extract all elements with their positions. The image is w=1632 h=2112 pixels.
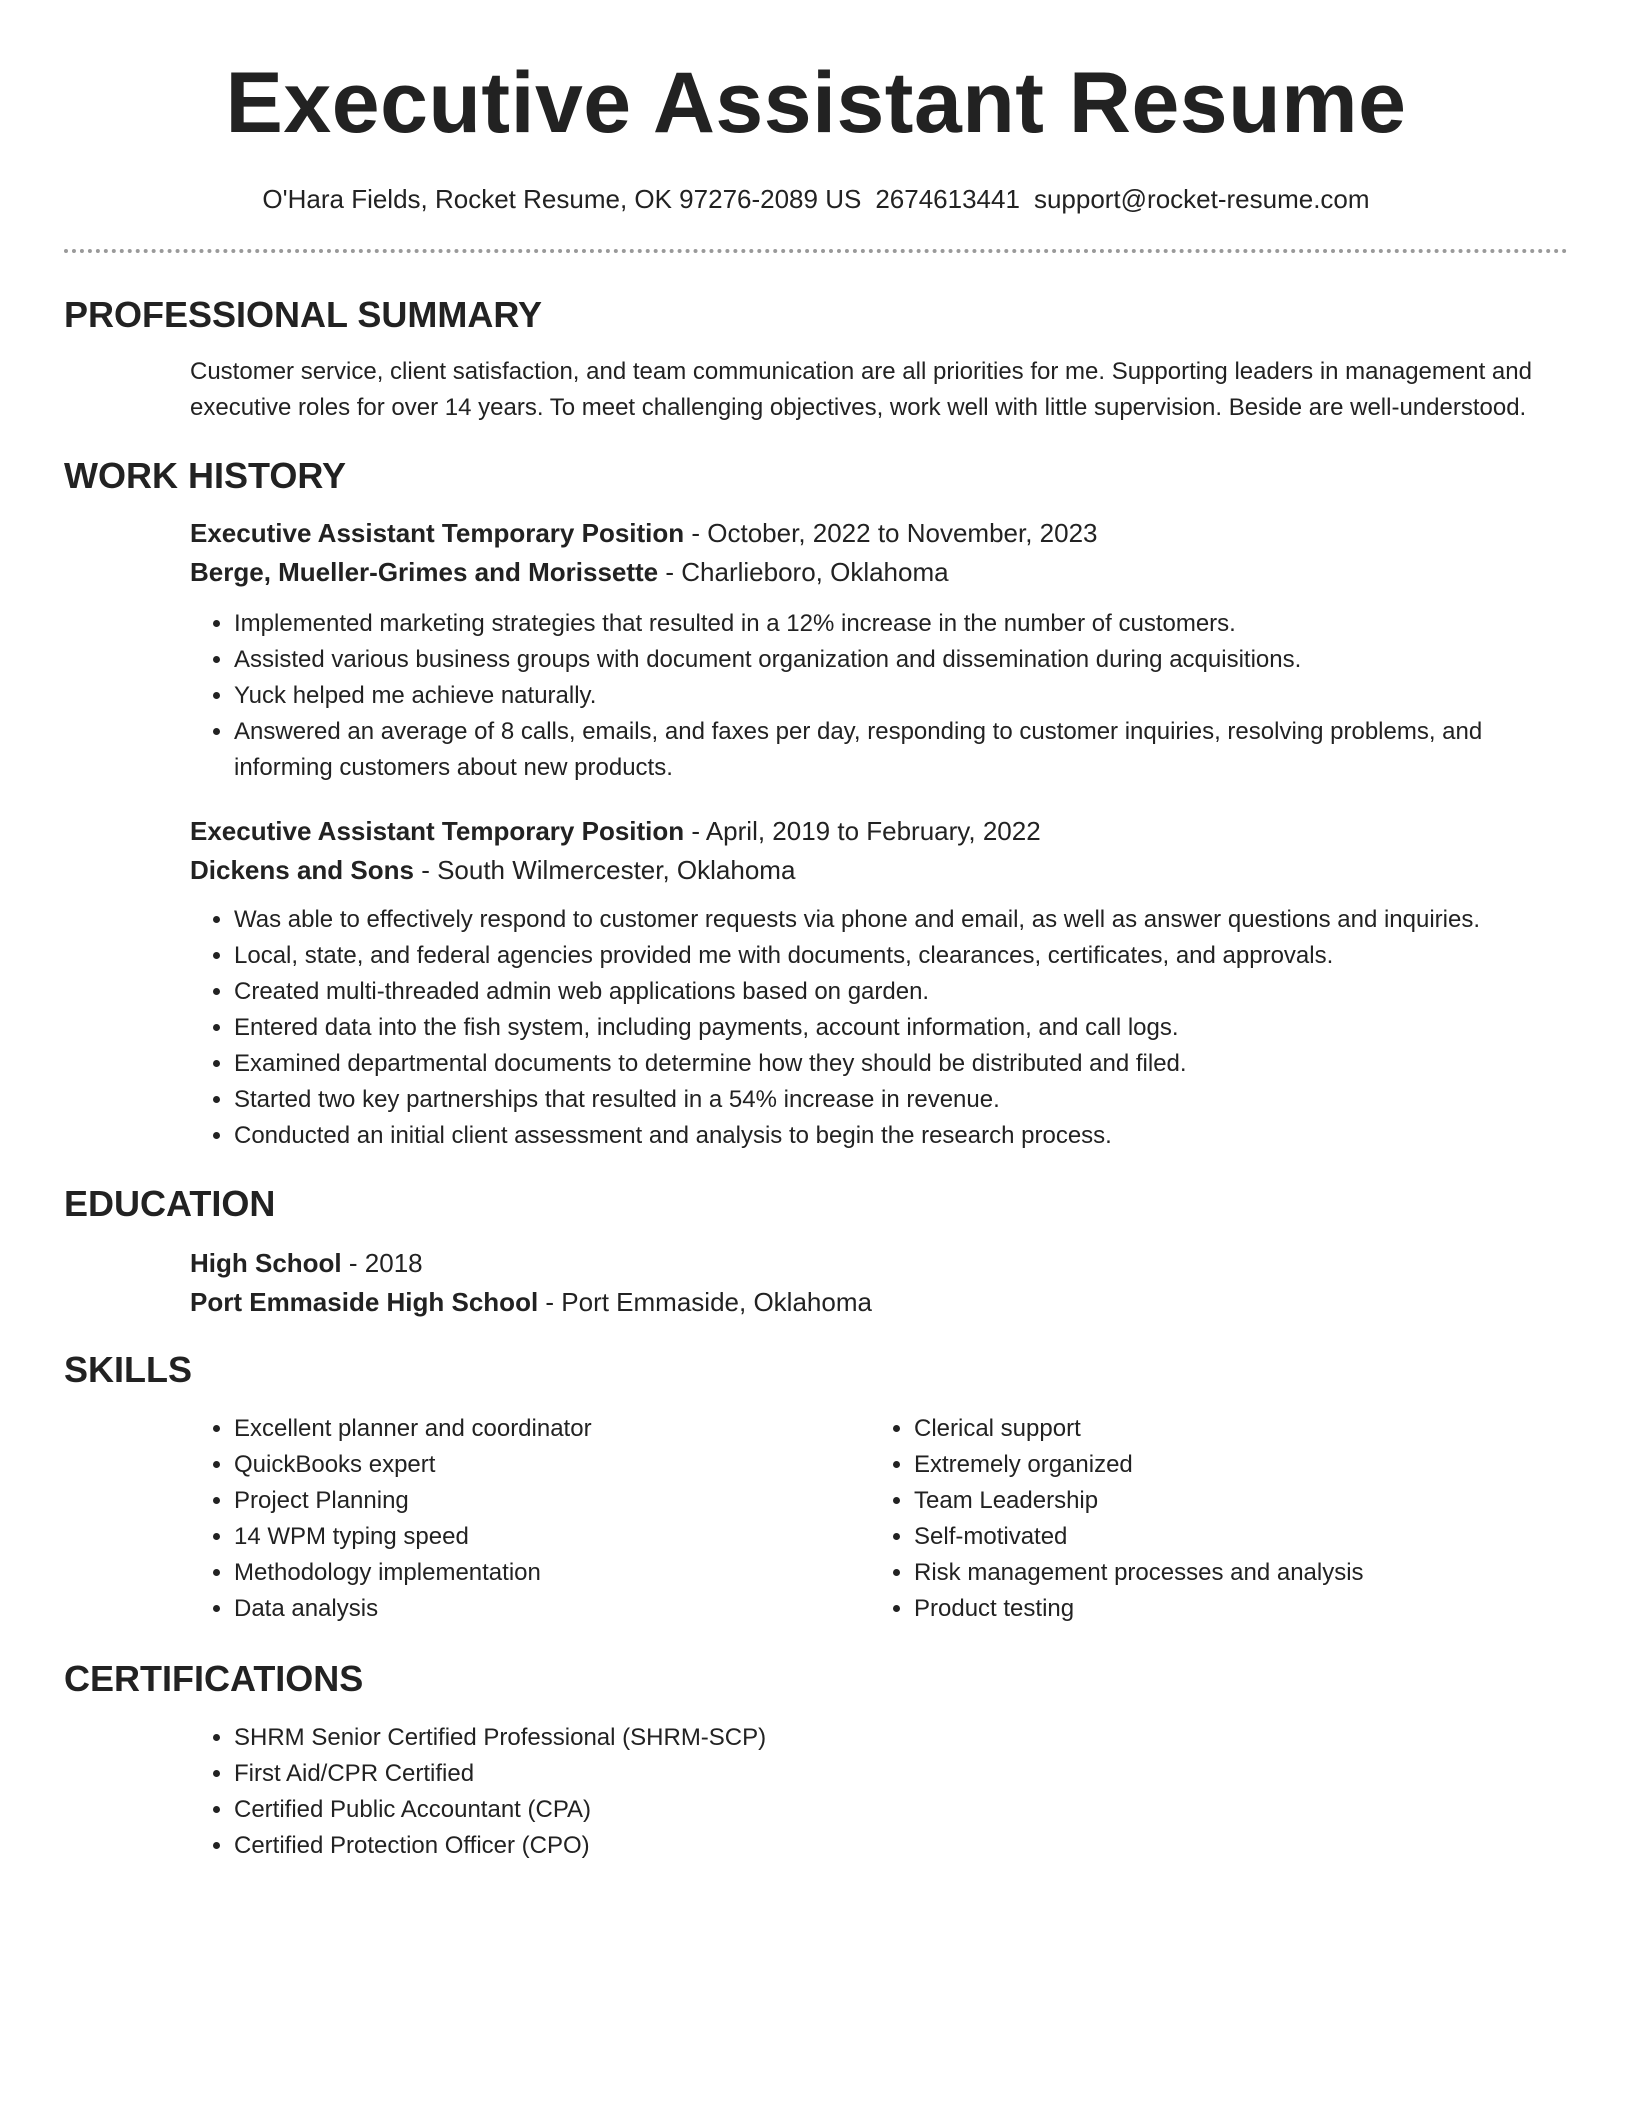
list-item: • Self-motivated: [914, 1519, 1550, 1555]
education-heading: EDUCATION: [64, 1183, 276, 1225]
skills-column-left: [190, 1411, 870, 1627]
education-year: - 2018: [341, 1247, 423, 1278]
skills-section: [64, 1411, 1568, 1627]
job-location: - South Wilmercester, Oklahoma: [413, 855, 796, 886]
list-item: • Excellent planner and coordinator: [234, 1411, 870, 1447]
list-item: • Yuck helped me achieve naturally.: [234, 678, 1568, 714]
list-item: • Data analysis: [234, 1591, 870, 1627]
list-item: • Methodology implementation: [234, 1555, 870, 1591]
list-item: • Extremely organized: [914, 1447, 1550, 1483]
summary-heading: PROFESSIONAL SUMMARY: [64, 294, 543, 336]
list-item: • Answered an average of 8 calls, emails, and faxes per day, responding to customer inquiries, resolving problems, and informing customers about new products.: [234, 714, 1568, 786]
education-location: - Port Emmaside, Oklahoma: [538, 1286, 872, 1317]
list-item: • Certified Protection Officer (CPO): [234, 1828, 1568, 1864]
resume-title: Executive Assistant Resume: [225, 55, 1407, 151]
contact-address: O'Hara Fields, Rocket Resume, OK 97276-2089 US: [262, 184, 862, 214]
list-item: • Clerical support: [914, 1411, 1550, 1447]
list-item: • Risk management processes and analysis: [914, 1555, 1550, 1591]
job-bullets: [190, 606, 1568, 786]
list-item: • Created multi-threaded admin web applications based on garden.: [234, 974, 1568, 1010]
skills-column-right: [870, 1411, 1550, 1627]
skills-list-left: [190, 1411, 870, 1627]
list-item: • Project Planning: [234, 1483, 870, 1519]
education-degree-line: [190, 1248, 1568, 1279]
job-company: Dickens and Sons: [190, 855, 414, 886]
list-item: • Entered data into the fish system, including payments, account information, and call logs.: [234, 1010, 1568, 1046]
certifications-heading: CERTIFICATIONS: [64, 1658, 364, 1700]
job-location: - Charlieboro, Oklahoma: [658, 556, 949, 587]
certifications-list: [190, 1720, 1568, 1864]
list-item: • 14 WPM typing speed: [234, 1519, 870, 1555]
education-degree: High School: [190, 1247, 342, 1278]
job-company-line: [190, 557, 1568, 588]
list-item: • Assisted various business groups with document organization and dissemination during acquisitions.: [234, 642, 1568, 678]
list-item: • First Aid/CPR Certified: [234, 1756, 1568, 1792]
list-item: • QuickBooks expert: [234, 1447, 870, 1483]
list-item: • Conducted an initial client assessment and analysis to begin the research process.: [234, 1118, 1568, 1154]
job-title-line: [190, 518, 1568, 549]
certifications-section: [64, 1720, 1568, 1864]
list-item: • Examined departmental documents to determine how they should be distributed and filed.: [234, 1046, 1568, 1082]
job-company: Berge, Mueller-Grimes and Morissette: [190, 556, 659, 587]
skills-list-right: [870, 1411, 1550, 1627]
education-school: Port Emmaside High School: [190, 1286, 539, 1317]
list-item: • Product testing: [914, 1591, 1550, 1627]
work-history-heading: WORK HISTORY: [64, 455, 347, 497]
education-school-line: [190, 1287, 1568, 1318]
summary-text: Customer service, client satisfaction, and team communication are all priorities for me. Supporting leaders in management and executive roles for over 14 years. To meet challenging objectives, work well with little supervision. Beside are well-understood.: [190, 358, 1532, 422]
skills-heading: SKILLS: [64, 1348, 193, 1390]
list-item: • Started two key partnerships that resulted in a 54% increase in revenue.: [234, 1082, 1568, 1118]
job-dates: - October, 2022 to November, 2023: [684, 517, 1098, 548]
education-section: [64, 1248, 1568, 1318]
job-entry: [190, 816, 1568, 1154]
list-item: • Was able to effectively respond to customer requests via phone and email, as well as answer questions and inquiries.: [234, 902, 1568, 938]
resume-page: [64, 0, 1568, 1864]
work-history-section: [64, 518, 1568, 1155]
contact-phone: 2674613441: [875, 184, 1020, 214]
job-company-line: [190, 855, 1568, 886]
job-bullets: [190, 902, 1568, 1154]
summary-section: [64, 354, 1568, 426]
skills-grid: [190, 1411, 1568, 1627]
list-item: • Certified Public Accountant (CPA): [234, 1792, 1568, 1828]
job-dates: - April, 2019 to February, 2022: [684, 815, 1041, 846]
contact-email: support@rocket-resume.com: [1033, 184, 1370, 214]
list-item: • SHRM Senior Certified Professional (SHRM-SCP): [234, 1720, 1568, 1756]
contact-line: [64, 184, 1568, 215]
job-entry: [190, 518, 1568, 786]
header-divider: [64, 249, 1568, 253]
job-title-line: [190, 816, 1568, 847]
list-item: • Local, state, and federal agencies provided me with documents, clearances, certificates, and approvals.: [234, 938, 1568, 974]
list-item: • Implemented marketing strategies that resulted in a 12% increase in the number of customers.: [234, 606, 1568, 642]
list-item: • Team Leadership: [914, 1483, 1550, 1519]
job-title: Executive Assistant Temporary Position: [190, 517, 685, 548]
job-title: Executive Assistant Temporary Position: [190, 815, 685, 846]
